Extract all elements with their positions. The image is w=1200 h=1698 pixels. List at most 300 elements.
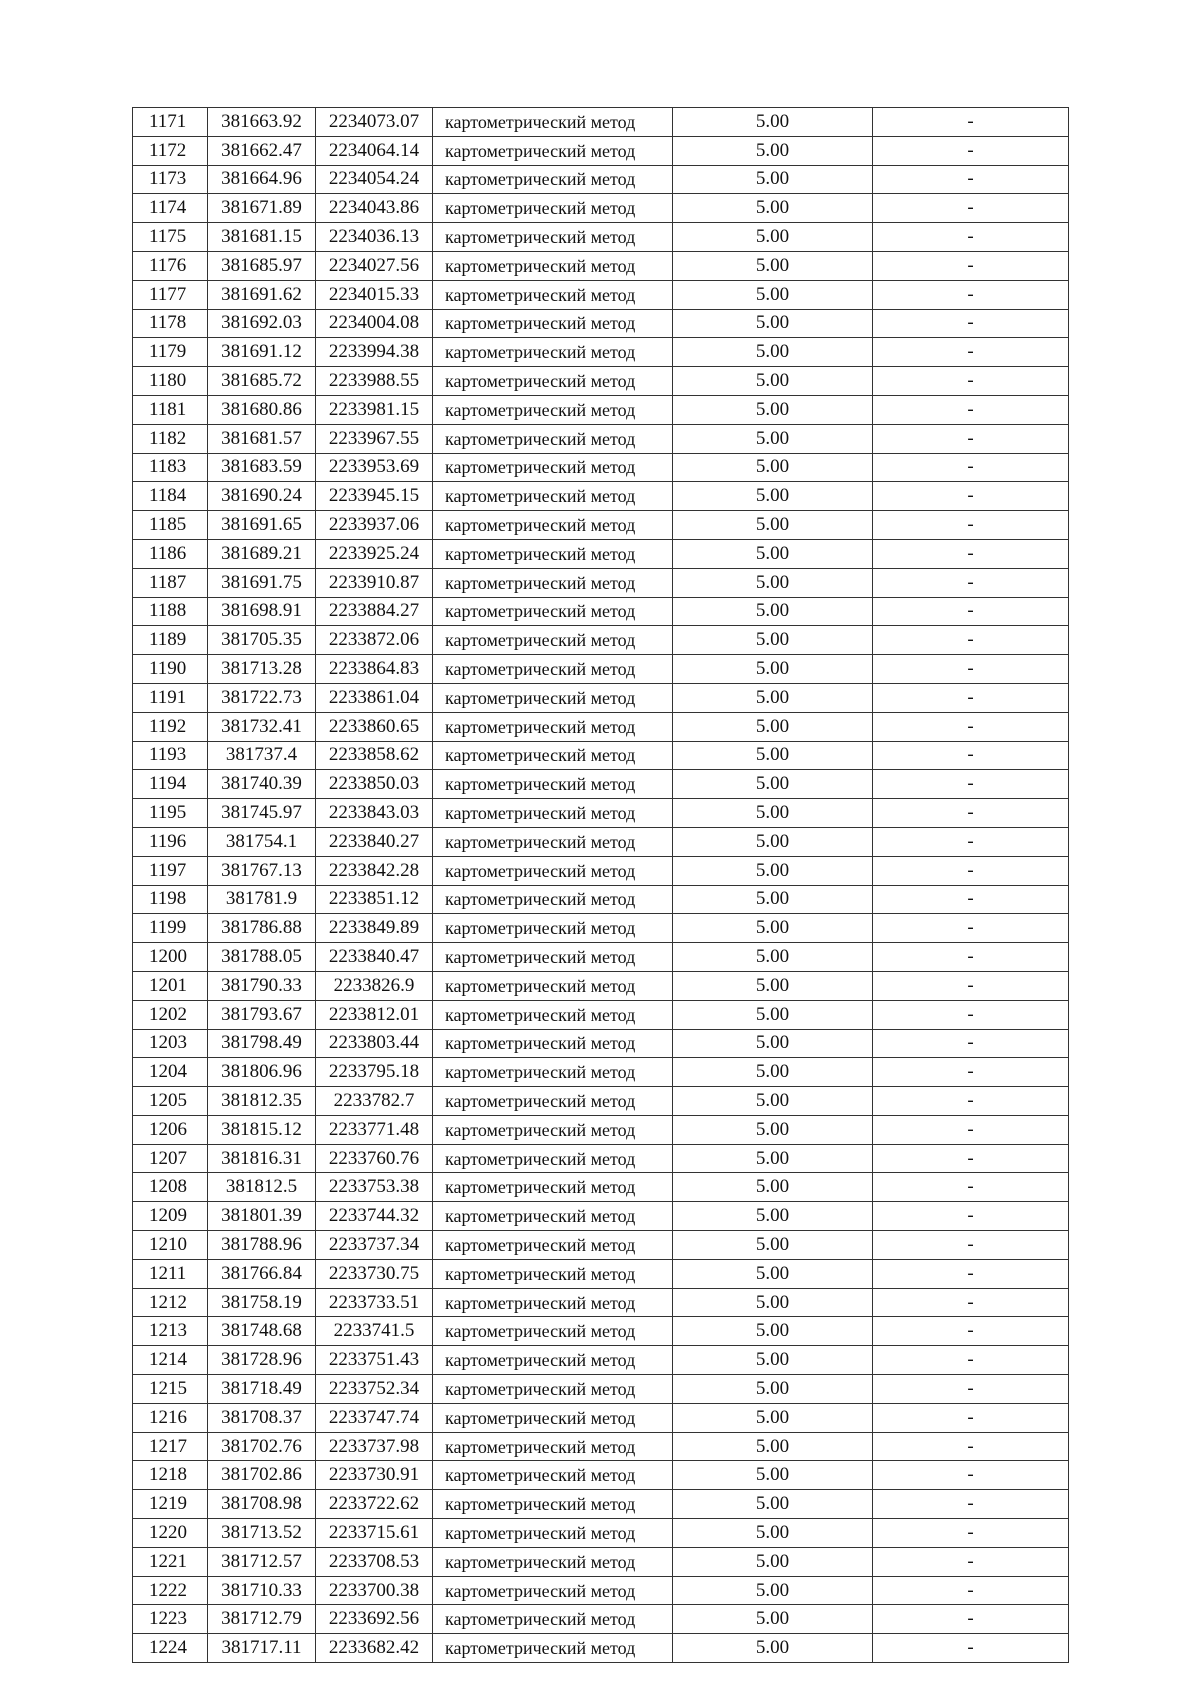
table-row	[133, 223, 1069, 252]
accuracy-cell: 5.00	[673, 338, 873, 367]
note-cell: -	[873, 194, 1069, 223]
table-row	[133, 1259, 1069, 1288]
x-coordinate-cell: 381718.49	[208, 1375, 316, 1404]
point-number-cell: 1176	[133, 251, 208, 280]
note-cell: -	[873, 1087, 1069, 1116]
point-number-cell: 1193	[133, 741, 208, 770]
table-row	[133, 251, 1069, 280]
method-cell: картометрический метод	[433, 367, 673, 396]
note-cell: -	[873, 568, 1069, 597]
accuracy-cell: 5.00	[673, 194, 873, 223]
y-coordinate-cell: 2233708.53	[316, 1547, 433, 1576]
table-row	[133, 1029, 1069, 1058]
method-cell: картометрический метод	[433, 1490, 673, 1519]
note-cell: -	[873, 309, 1069, 338]
note-cell: -	[873, 453, 1069, 482]
note-cell: -	[873, 626, 1069, 655]
point-number-cell: 1220	[133, 1519, 208, 1548]
method-cell: картометрический метод	[433, 597, 673, 626]
point-number-cell: 1216	[133, 1403, 208, 1432]
y-coordinate-cell: 2233988.55	[316, 367, 433, 396]
method-cell: картометрический метод	[433, 827, 673, 856]
x-coordinate-cell: 381781.9	[208, 885, 316, 914]
accuracy-cell: 5.00	[673, 885, 873, 914]
method-cell: картометрический метод	[433, 539, 673, 568]
x-coordinate-cell: 381681.15	[208, 223, 316, 252]
y-coordinate-cell: 2233842.28	[316, 856, 433, 885]
x-coordinate-cell: 381681.57	[208, 424, 316, 453]
accuracy-cell: 5.00	[673, 1519, 873, 1548]
y-coordinate-cell: 2233826.9	[316, 971, 433, 1000]
accuracy-cell: 5.00	[673, 799, 873, 828]
point-number-cell: 1218	[133, 1461, 208, 1490]
point-number-cell: 1189	[133, 626, 208, 655]
point-number-cell: 1205	[133, 1087, 208, 1116]
table-row	[133, 367, 1069, 396]
table-row	[133, 482, 1069, 511]
y-coordinate-cell: 2233937.06	[316, 511, 433, 540]
y-coordinate-cell: 2233981.15	[316, 395, 433, 424]
table-row	[133, 712, 1069, 741]
x-coordinate-cell: 381812.5	[208, 1173, 316, 1202]
note-cell: -	[873, 885, 1069, 914]
point-number-cell: 1221	[133, 1547, 208, 1576]
y-coordinate-cell: 2233910.87	[316, 568, 433, 597]
method-cell: картометрический метод	[433, 1634, 673, 1663]
accuracy-cell: 5.00	[673, 1432, 873, 1461]
note-cell: -	[873, 1000, 1069, 1029]
method-cell: картометрический метод	[433, 482, 673, 511]
note-cell: -	[873, 856, 1069, 885]
method-cell: картометрический метод	[433, 1259, 673, 1288]
point-number-cell: 1196	[133, 827, 208, 856]
x-coordinate-cell: 381691.62	[208, 280, 316, 309]
y-coordinate-cell: 2233860.65	[316, 712, 433, 741]
accuracy-cell: 5.00	[673, 943, 873, 972]
table-row	[133, 453, 1069, 482]
accuracy-cell: 5.00	[673, 914, 873, 943]
point-number-cell: 1194	[133, 770, 208, 799]
y-coordinate-cell: 2233925.24	[316, 539, 433, 568]
method-cell: картометрический метод	[433, 799, 673, 828]
x-coordinate-cell: 381712.57	[208, 1547, 316, 1576]
point-number-cell: 1201	[133, 971, 208, 1000]
table-row	[133, 338, 1069, 367]
table-row	[133, 1144, 1069, 1173]
accuracy-cell: 5.00	[673, 1202, 873, 1231]
coordinates-table	[132, 107, 1069, 1663]
note-cell: -	[873, 1519, 1069, 1548]
method-cell: картометрический метод	[433, 770, 673, 799]
table-row	[133, 683, 1069, 712]
x-coordinate-cell: 381662.47	[208, 136, 316, 165]
table-row	[133, 1605, 1069, 1634]
y-coordinate-cell: 2233700.38	[316, 1576, 433, 1605]
method-cell: картометрический метод	[433, 165, 673, 194]
x-coordinate-cell: 381689.21	[208, 539, 316, 568]
x-coordinate-cell: 381806.96	[208, 1058, 316, 1087]
note-cell: -	[873, 223, 1069, 252]
y-coordinate-cell: 2233840.27	[316, 827, 433, 856]
y-coordinate-cell: 2233850.03	[316, 770, 433, 799]
table-row	[133, 568, 1069, 597]
method-cell: картометрический метод	[433, 108, 673, 137]
note-cell: -	[873, 770, 1069, 799]
note-cell: -	[873, 1634, 1069, 1663]
table-row	[133, 827, 1069, 856]
table-row	[133, 741, 1069, 770]
method-cell: картометрический метод	[433, 280, 673, 309]
note-cell: -	[873, 1058, 1069, 1087]
accuracy-cell: 5.00	[673, 453, 873, 482]
x-coordinate-cell: 381713.28	[208, 655, 316, 684]
note-cell: -	[873, 799, 1069, 828]
note-cell: -	[873, 712, 1069, 741]
y-coordinate-cell: 2233803.44	[316, 1029, 433, 1058]
method-cell: картометрический метод	[433, 1029, 673, 1058]
table-row	[133, 1346, 1069, 1375]
accuracy-cell: 5.00	[673, 1173, 873, 1202]
point-number-cell: 1192	[133, 712, 208, 741]
method-cell: картометрический метод	[433, 309, 673, 338]
note-cell: -	[873, 1202, 1069, 1231]
accuracy-cell: 5.00	[673, 1058, 873, 1087]
method-cell: картометрический метод	[433, 1576, 673, 1605]
method-cell: картометрический метод	[433, 1432, 673, 1461]
note-cell: -	[873, 482, 1069, 511]
table-row	[133, 1576, 1069, 1605]
x-coordinate-cell: 381748.68	[208, 1317, 316, 1346]
table-row	[133, 943, 1069, 972]
y-coordinate-cell: 2233733.51	[316, 1288, 433, 1317]
note-cell: -	[873, 1403, 1069, 1432]
table-row	[133, 1403, 1069, 1432]
note-cell: -	[873, 683, 1069, 712]
x-coordinate-cell: 381790.33	[208, 971, 316, 1000]
y-coordinate-cell: 2233884.27	[316, 597, 433, 626]
y-coordinate-cell: 2233730.75	[316, 1259, 433, 1288]
accuracy-cell: 5.00	[673, 1634, 873, 1663]
x-coordinate-cell: 381683.59	[208, 453, 316, 482]
point-number-cell: 1199	[133, 914, 208, 943]
x-coordinate-cell: 381713.52	[208, 1519, 316, 1548]
method-cell: картометрический метод	[433, 683, 673, 712]
y-coordinate-cell: 2234036.13	[316, 223, 433, 252]
accuracy-cell: 5.00	[673, 539, 873, 568]
method-cell: картометрический метод	[433, 453, 673, 482]
accuracy-cell: 5.00	[673, 251, 873, 280]
point-number-cell: 1210	[133, 1231, 208, 1260]
x-coordinate-cell: 381745.97	[208, 799, 316, 828]
note-cell: -	[873, 1259, 1069, 1288]
table-row	[133, 511, 1069, 540]
accuracy-cell: 5.00	[673, 280, 873, 309]
note-cell: -	[873, 280, 1069, 309]
accuracy-cell: 5.00	[673, 1490, 873, 1519]
coordinates-table-body	[133, 108, 1069, 1663]
point-number-cell: 1183	[133, 453, 208, 482]
point-number-cell: 1219	[133, 1490, 208, 1519]
y-coordinate-cell: 2233861.04	[316, 683, 433, 712]
note-cell: -	[873, 136, 1069, 165]
y-coordinate-cell: 2234043.86	[316, 194, 433, 223]
method-cell: картометрический метод	[433, 1461, 673, 1490]
method-cell: картометрический метод	[433, 338, 673, 367]
point-number-cell: 1177	[133, 280, 208, 309]
x-coordinate-cell: 381788.05	[208, 943, 316, 972]
y-coordinate-cell: 2233858.62	[316, 741, 433, 770]
table-row	[133, 597, 1069, 626]
table-row	[133, 280, 1069, 309]
accuracy-cell: 5.00	[673, 1231, 873, 1260]
method-cell: картометрический метод	[433, 1317, 673, 1346]
method-cell: картометрический метод	[433, 223, 673, 252]
point-number-cell: 1186	[133, 539, 208, 568]
y-coordinate-cell: 2233771.48	[316, 1115, 433, 1144]
table-row	[133, 1231, 1069, 1260]
accuracy-cell: 5.00	[673, 136, 873, 165]
point-number-cell: 1188	[133, 597, 208, 626]
point-number-cell: 1214	[133, 1346, 208, 1375]
accuracy-cell: 5.00	[673, 568, 873, 597]
x-coordinate-cell: 381732.41	[208, 712, 316, 741]
accuracy-cell: 5.00	[673, 626, 873, 655]
x-coordinate-cell: 381702.86	[208, 1461, 316, 1490]
x-coordinate-cell: 381691.75	[208, 568, 316, 597]
x-coordinate-cell: 381740.39	[208, 770, 316, 799]
point-number-cell: 1184	[133, 482, 208, 511]
x-coordinate-cell: 381710.33	[208, 1576, 316, 1605]
y-coordinate-cell: 2233760.76	[316, 1144, 433, 1173]
point-number-cell: 1172	[133, 136, 208, 165]
x-coordinate-cell: 381663.92	[208, 108, 316, 137]
y-coordinate-cell: 2233840.47	[316, 943, 433, 972]
accuracy-cell: 5.00	[673, 1288, 873, 1317]
y-coordinate-cell: 2233741.5	[316, 1317, 433, 1346]
x-coordinate-cell: 381767.13	[208, 856, 316, 885]
table-row	[133, 194, 1069, 223]
x-coordinate-cell: 381690.24	[208, 482, 316, 511]
y-coordinate-cell: 2234015.33	[316, 280, 433, 309]
method-cell: картометрический метод	[433, 511, 673, 540]
point-number-cell: 1202	[133, 1000, 208, 1029]
accuracy-cell: 5.00	[673, 367, 873, 396]
accuracy-cell: 5.00	[673, 741, 873, 770]
point-number-cell: 1204	[133, 1058, 208, 1087]
x-coordinate-cell: 381786.88	[208, 914, 316, 943]
x-coordinate-cell: 381754.1	[208, 827, 316, 856]
method-cell: картометрический метод	[433, 424, 673, 453]
method-cell: картометрический метод	[433, 741, 673, 770]
y-coordinate-cell: 2233849.89	[316, 914, 433, 943]
method-cell: картометрический метод	[433, 655, 673, 684]
table-row	[133, 424, 1069, 453]
point-number-cell: 1175	[133, 223, 208, 252]
x-coordinate-cell: 381691.65	[208, 511, 316, 540]
accuracy-cell: 5.00	[673, 108, 873, 137]
point-number-cell: 1179	[133, 338, 208, 367]
y-coordinate-cell: 2233843.03	[316, 799, 433, 828]
y-coordinate-cell: 2233730.91	[316, 1461, 433, 1490]
accuracy-cell: 5.00	[673, 655, 873, 684]
table-row	[133, 971, 1069, 1000]
x-coordinate-cell: 381816.31	[208, 1144, 316, 1173]
x-coordinate-cell: 381812.35	[208, 1087, 316, 1116]
method-cell: картометрический метод	[433, 1115, 673, 1144]
method-cell: картометрический метод	[433, 1231, 673, 1260]
method-cell: картометрический метод	[433, 626, 673, 655]
y-coordinate-cell: 2233722.62	[316, 1490, 433, 1519]
method-cell: картометрический метод	[433, 943, 673, 972]
point-number-cell: 1180	[133, 367, 208, 396]
table-row	[133, 655, 1069, 684]
point-number-cell: 1182	[133, 424, 208, 453]
accuracy-cell: 5.00	[673, 165, 873, 194]
method-cell: картометрический метод	[433, 1605, 673, 1634]
y-coordinate-cell: 2233753.38	[316, 1173, 433, 1202]
y-coordinate-cell: 2233737.98	[316, 1432, 433, 1461]
y-coordinate-cell: 2233737.34	[316, 1231, 433, 1260]
point-number-cell: 1217	[133, 1432, 208, 1461]
accuracy-cell: 5.00	[673, 856, 873, 885]
method-cell: картометрический метод	[433, 914, 673, 943]
table-row	[133, 856, 1069, 885]
x-coordinate-cell: 381798.49	[208, 1029, 316, 1058]
accuracy-cell: 5.00	[673, 395, 873, 424]
x-coordinate-cell: 381722.73	[208, 683, 316, 712]
method-cell: картометрический метод	[433, 712, 673, 741]
table-row	[133, 799, 1069, 828]
accuracy-cell: 5.00	[673, 424, 873, 453]
table-row	[133, 626, 1069, 655]
table-row	[133, 539, 1069, 568]
accuracy-cell: 5.00	[673, 1317, 873, 1346]
point-number-cell: 1208	[133, 1173, 208, 1202]
accuracy-cell: 5.00	[673, 309, 873, 338]
x-coordinate-cell: 381793.67	[208, 1000, 316, 1029]
accuracy-cell: 5.00	[673, 1547, 873, 1576]
note-cell: -	[873, 1173, 1069, 1202]
point-number-cell: 1213	[133, 1317, 208, 1346]
table-row	[133, 1202, 1069, 1231]
y-coordinate-cell: 2234054.24	[316, 165, 433, 194]
table-row	[133, 1317, 1069, 1346]
table-row	[133, 1547, 1069, 1576]
point-number-cell: 1173	[133, 165, 208, 194]
accuracy-cell: 5.00	[673, 1605, 873, 1634]
table-row	[133, 1375, 1069, 1404]
y-coordinate-cell: 2233872.06	[316, 626, 433, 655]
note-cell: -	[873, 251, 1069, 280]
method-cell: картометрический метод	[433, 136, 673, 165]
point-number-cell: 1171	[133, 108, 208, 137]
accuracy-cell: 5.00	[673, 1403, 873, 1432]
note-cell: -	[873, 1115, 1069, 1144]
method-cell: картометрический метод	[433, 1058, 673, 1087]
y-coordinate-cell: 2233715.61	[316, 1519, 433, 1548]
x-coordinate-cell: 381717.11	[208, 1634, 316, 1663]
accuracy-cell: 5.00	[673, 1259, 873, 1288]
point-number-cell: 1200	[133, 943, 208, 972]
x-coordinate-cell: 381801.39	[208, 1202, 316, 1231]
table-row	[133, 914, 1069, 943]
y-coordinate-cell: 2234004.08	[316, 309, 433, 338]
accuracy-cell: 5.00	[673, 770, 873, 799]
note-cell: -	[873, 1547, 1069, 1576]
note-cell: -	[873, 165, 1069, 194]
note-cell: -	[873, 511, 1069, 540]
point-number-cell: 1187	[133, 568, 208, 597]
y-coordinate-cell: 2233994.38	[316, 338, 433, 367]
point-number-cell: 1191	[133, 683, 208, 712]
x-coordinate-cell: 381702.76	[208, 1432, 316, 1461]
method-cell: картометрический метод	[433, 856, 673, 885]
accuracy-cell: 5.00	[673, 712, 873, 741]
x-coordinate-cell: 381728.96	[208, 1346, 316, 1375]
y-coordinate-cell: 2233744.32	[316, 1202, 433, 1231]
point-number-cell: 1215	[133, 1375, 208, 1404]
note-cell: -	[873, 597, 1069, 626]
method-cell: картометрический метод	[433, 1547, 673, 1576]
accuracy-cell: 5.00	[673, 1029, 873, 1058]
note-cell: -	[873, 971, 1069, 1000]
table-row	[133, 1173, 1069, 1202]
point-number-cell: 1181	[133, 395, 208, 424]
y-coordinate-cell: 2233953.69	[316, 453, 433, 482]
x-coordinate-cell: 381766.84	[208, 1259, 316, 1288]
y-coordinate-cell: 2233945.15	[316, 482, 433, 511]
table-row	[133, 1461, 1069, 1490]
note-cell: -	[873, 827, 1069, 856]
y-coordinate-cell: 2233682.42	[316, 1634, 433, 1663]
x-coordinate-cell: 381685.97	[208, 251, 316, 280]
y-coordinate-cell: 2233864.83	[316, 655, 433, 684]
accuracy-cell: 5.00	[673, 683, 873, 712]
accuracy-cell: 5.00	[673, 1144, 873, 1173]
point-number-cell: 1207	[133, 1144, 208, 1173]
method-cell: картометрический метод	[433, 1087, 673, 1116]
method-cell: картометрический метод	[433, 1375, 673, 1404]
method-cell: картометрический метод	[433, 1173, 673, 1202]
y-coordinate-cell: 2233692.56	[316, 1605, 433, 1634]
accuracy-cell: 5.00	[673, 1576, 873, 1605]
point-number-cell: 1203	[133, 1029, 208, 1058]
y-coordinate-cell: 2233752.34	[316, 1375, 433, 1404]
y-coordinate-cell: 2234027.56	[316, 251, 433, 280]
point-number-cell: 1198	[133, 885, 208, 914]
method-cell: картометрический метод	[433, 971, 673, 1000]
table-row	[133, 1519, 1069, 1548]
note-cell: -	[873, 424, 1069, 453]
y-coordinate-cell: 2233851.12	[316, 885, 433, 914]
note-cell: -	[873, 338, 1069, 367]
point-number-cell: 1174	[133, 194, 208, 223]
point-number-cell: 1195	[133, 799, 208, 828]
method-cell: картометрический метод	[433, 1519, 673, 1548]
x-coordinate-cell: 381815.12	[208, 1115, 316, 1144]
table-row	[133, 1634, 1069, 1663]
note-cell: -	[873, 1490, 1069, 1519]
x-coordinate-cell: 381671.89	[208, 194, 316, 223]
x-coordinate-cell: 381708.37	[208, 1403, 316, 1432]
method-cell: картометрический метод	[433, 1346, 673, 1375]
table-row	[133, 1058, 1069, 1087]
method-cell: картометрический метод	[433, 1288, 673, 1317]
accuracy-cell: 5.00	[673, 1000, 873, 1029]
table-row	[133, 165, 1069, 194]
table-row	[133, 309, 1069, 338]
note-cell: -	[873, 741, 1069, 770]
